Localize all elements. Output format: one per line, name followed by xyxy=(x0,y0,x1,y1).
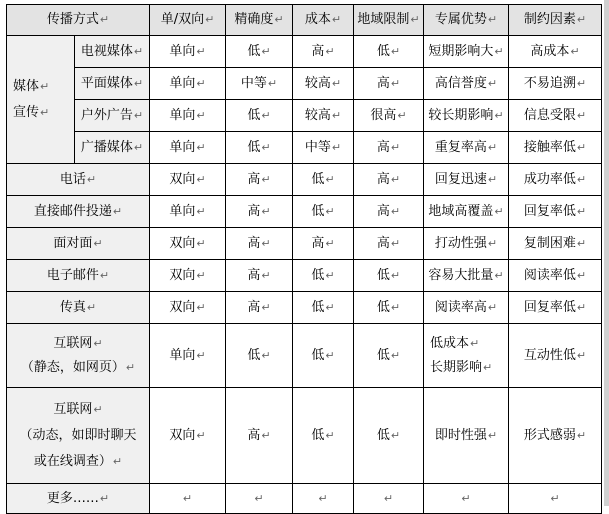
table-row xyxy=(7,100,602,132)
header-region: 地域限制↵ xyxy=(354,5,424,36)
cell-direction: 单向↵ xyxy=(150,68,226,100)
header-row xyxy=(7,5,602,36)
cell-accuracy: 高↵ xyxy=(226,260,293,292)
cell-region: 低↵ xyxy=(354,324,424,388)
cell-cost: 较高↵ xyxy=(293,100,354,132)
cell-direction: 单向↵ xyxy=(150,132,226,164)
cell-constraint: 不易追溯↵ xyxy=(509,68,602,100)
cell-direction: 双向↵ xyxy=(150,228,226,260)
cell-direction: 双向↵ xyxy=(150,292,226,324)
table-row xyxy=(7,228,602,260)
cell-constraint: 互动性低↵ xyxy=(509,324,602,388)
cell-advantage: 地域高覆盖↵ xyxy=(424,196,509,228)
cell-region: 高↵ xyxy=(354,196,424,228)
media-name: 电视媒体↵ xyxy=(75,36,150,68)
media-name: 平面媒体↵ xyxy=(75,68,150,100)
cell-advantage: 容易大批量↵ xyxy=(424,260,509,292)
cell-direction: 单向↵ xyxy=(150,100,226,132)
header-direction: 单/双向↵ xyxy=(150,5,226,36)
cell-cost: 高↵ xyxy=(293,228,354,260)
cell-advantage: 较长期影响↵ xyxy=(424,100,509,132)
table-row xyxy=(7,196,602,228)
cell-accuracy: 高↵ xyxy=(226,388,293,484)
empty-cell: ↵ xyxy=(150,484,226,514)
empty-cell: ↵ xyxy=(424,484,509,514)
header-constraint: 制约因素↵ xyxy=(509,5,602,36)
media-name: 广播媒体↵ xyxy=(75,132,150,164)
cell-direction: 双向↵ xyxy=(150,388,226,484)
table-row xyxy=(7,36,602,68)
header-accuracy: 精确度↵ xyxy=(226,5,293,36)
cell-accuracy: 中等↵ xyxy=(226,68,293,100)
cell-advantage: 高信誉度↵ xyxy=(424,68,509,100)
cell-constraint: 形式感弱↵ xyxy=(509,388,602,484)
cell-accuracy: 高↵ xyxy=(226,228,293,260)
table-row xyxy=(7,388,602,484)
method-name: 电子邮件↵ xyxy=(7,260,150,292)
cell-cost: 高↵ xyxy=(293,36,354,68)
media-name: 户外广告↵ xyxy=(75,100,150,132)
cell-advantage: 短期影响大↵ xyxy=(424,36,509,68)
cell-advantage: 即时性强↵ xyxy=(424,388,509,484)
cell-region: 低↵ xyxy=(354,388,424,484)
cell-direction: 单向↵ xyxy=(150,196,226,228)
cell-constraint: 阅读率低↵ xyxy=(509,260,602,292)
cell-cost: 低↵ xyxy=(293,388,354,484)
method-name: 电话↵ xyxy=(7,164,150,196)
cell-direction: 双向↵ xyxy=(150,164,226,196)
table-row xyxy=(7,68,602,100)
page-edge-bar xyxy=(604,0,609,506)
cell-direction: 单向↵ xyxy=(150,36,226,68)
table-row xyxy=(7,324,602,388)
cell-accuracy: 低↵ xyxy=(226,36,293,68)
cell-region: 高↵ xyxy=(354,164,424,196)
table-row xyxy=(7,260,602,292)
cell-accuracy: 低↵ xyxy=(226,132,293,164)
cell-region: 很高↵ xyxy=(354,100,424,132)
cell-cost: 中等↵ xyxy=(293,132,354,164)
cell-accuracy: 低↵ xyxy=(226,100,293,132)
cell-constraint: 成功率低↵ xyxy=(509,164,602,196)
empty-cell: ↵ xyxy=(226,484,293,514)
cell-cost: 低↵ xyxy=(293,292,354,324)
more-cell: 更多……↵ xyxy=(7,484,150,514)
header-cost: 成本↵ xyxy=(293,5,354,36)
cell-region: 高↵ xyxy=(354,68,424,100)
cell-region: 低↵ xyxy=(354,260,424,292)
cell-advantage: 打动性强↵ xyxy=(424,228,509,260)
cell-accuracy: 高↵ xyxy=(226,196,293,228)
cell-accuracy: 低↵ xyxy=(226,324,293,388)
empty-cell: ↵ xyxy=(354,484,424,514)
empty-cell: ↵ xyxy=(509,484,602,514)
cell-constraint: 信息受限↵ xyxy=(509,100,602,132)
cell-constraint: 高成本↵ xyxy=(509,36,602,68)
header-method: 传播方式↵ xyxy=(7,5,150,36)
method-name: 互联网↵ （静态，如网页）↵ xyxy=(7,324,150,388)
cell-accuracy: 高↵ xyxy=(226,292,293,324)
cell-advantage: 回复迅速↵ xyxy=(424,164,509,196)
cell-region: 高↵ xyxy=(354,132,424,164)
cell-direction: 双向↵ xyxy=(150,260,226,292)
empty-cell: ↵ xyxy=(293,484,354,514)
cell-direction: 单向↵ xyxy=(150,324,226,388)
cell-region: 低↵ xyxy=(354,36,424,68)
cell-region: 高↵ xyxy=(354,228,424,260)
cell-cost: 低↵ xyxy=(293,324,354,388)
media-comparison-table xyxy=(6,4,602,514)
method-name: 直接邮件投递↵ xyxy=(7,196,150,228)
table-row xyxy=(7,164,602,196)
table-row xyxy=(7,484,602,514)
table-row xyxy=(7,292,602,324)
cell-region: 低↵ xyxy=(354,292,424,324)
cell-advantage: 低成本↵ 长期影响↵ xyxy=(424,324,509,388)
header-advantage: 专属优势↵ xyxy=(424,5,509,36)
cell-accuracy: 高↵ xyxy=(226,164,293,196)
cell-constraint: 回复率低↵ xyxy=(509,196,602,228)
cell-cost: 较高↵ xyxy=(293,68,354,100)
method-name: 传真↵ xyxy=(7,292,150,324)
cell-advantage: 重复率高↵ xyxy=(424,132,509,164)
method-name: 面对面↵ xyxy=(7,228,150,260)
cell-constraint: 回复率低↵ xyxy=(509,292,602,324)
cell-cost: 低↵ xyxy=(293,260,354,292)
method-name: 互联网↵ （动态，如即时聊天 或在线调查）↵ xyxy=(7,388,150,484)
cell-cost: 低↵ xyxy=(293,196,354,228)
media-group-cell: 媒体↵ 宣传↵ xyxy=(7,36,75,164)
cell-cost: 低↵ xyxy=(293,164,354,196)
cell-constraint: 复制困难↵ xyxy=(509,228,602,260)
cell-advantage: 阅读率高↵ xyxy=(424,292,509,324)
table-row xyxy=(7,132,602,164)
cell-constraint: 接触率低↵ xyxy=(509,132,602,164)
